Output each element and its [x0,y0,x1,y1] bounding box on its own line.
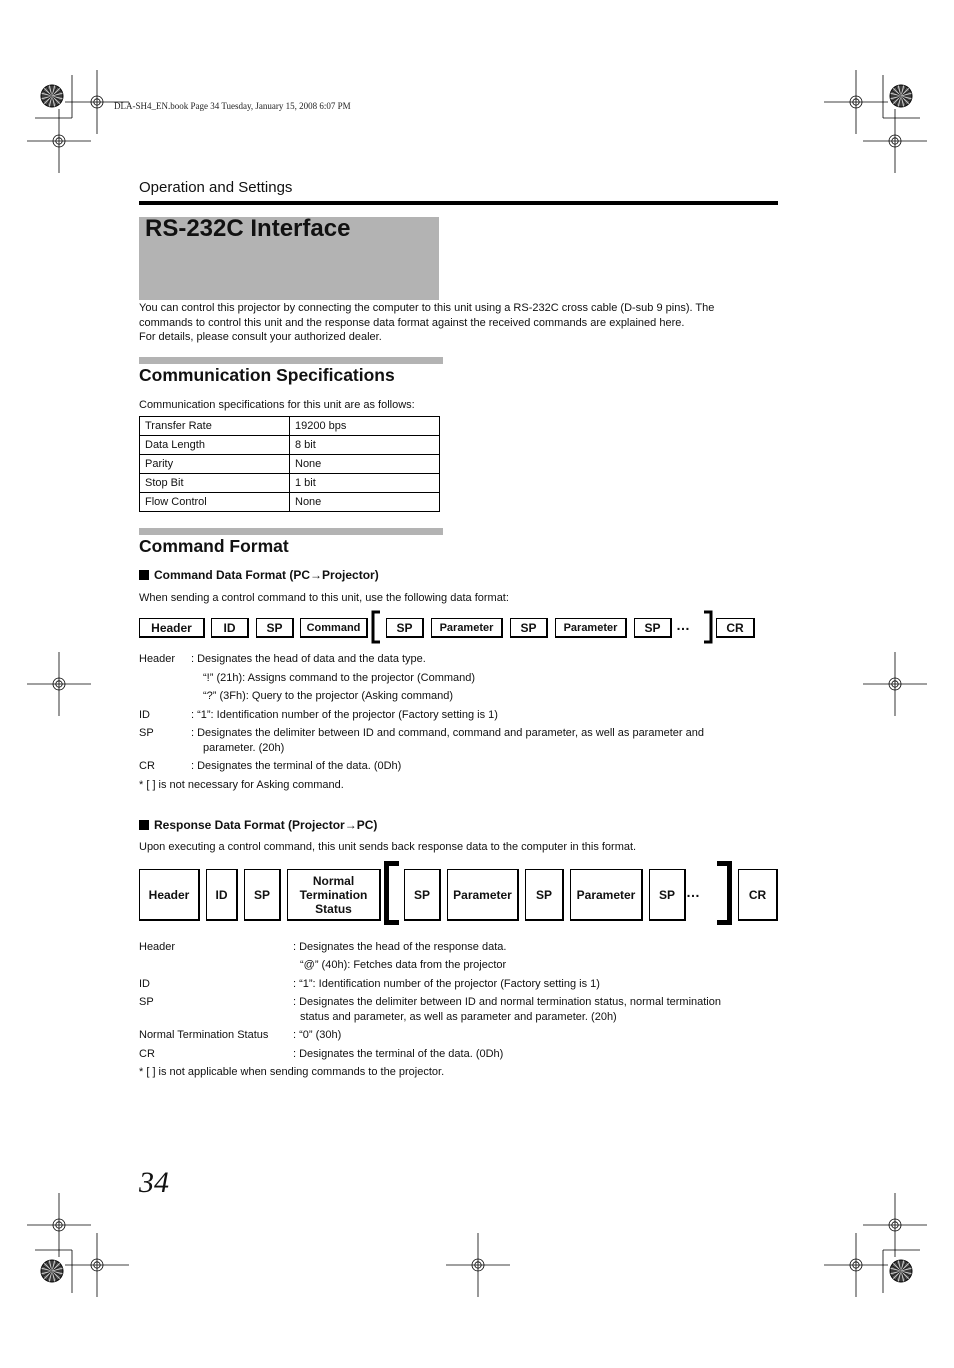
def-term: CR [139,1048,155,1060]
resp-note: * [ ] is not applicable when sending commands to the projector. [139,1066,445,1078]
cmd-format-intro: When sending a control command to this unit, use the following data format: [139,592,509,604]
format-box-parameter: Parameter [570,869,643,921]
registration-mark [27,1193,91,1257]
command-format-heading: Command Format [139,536,289,556]
section-header: Operation and Settings [139,179,293,196]
status-line: Status [315,901,352,916]
format-box-sp: SP [386,618,424,638]
header-rule [139,201,778,205]
format-box-id: ID [211,618,249,638]
def-text: status and parameter, as well as parameter and parameter. (20h) [300,1011,617,1023]
spec-value: None [290,455,440,474]
format-box-command: Command [300,618,368,638]
registration-mark [65,1233,129,1297]
intro-line: You can control this projector by connecting the computer to this unit using a RS-232C cross cable (D-sub 9 pins). The [139,302,715,314]
close-bracket-icon [702,610,714,644]
spec-value: 8 bit [290,436,440,455]
def-text: “?” (3Fh): Query to the projector (Asking command) [203,690,454,702]
def-text: : “1”: Identification number of the projector (Factory setting is 1) [293,978,600,990]
registration-target [890,85,912,107]
spec-label: Stop Bit [140,474,290,493]
spec-label: Parity [140,455,290,474]
def-text: “@” (40h): Fetches data from the projector [300,959,507,971]
registration-mark [863,652,927,716]
format-box-sp: SP [525,869,564,921]
registration-mark [863,1193,927,1257]
def-term: CR [139,760,155,772]
table-row [140,474,440,493]
registration-target [41,1260,63,1282]
page-title: RS-232C Interface [145,215,351,242]
format-box-header: Header [139,618,205,638]
table-row [140,493,440,512]
open-bracket-icon [370,610,382,644]
status-line: Termination [299,887,368,902]
format-box-sp: SP [634,618,672,638]
format-box-sp: SP [256,618,294,638]
spec-label: Data Length [140,436,290,455]
registration-target [41,85,63,107]
open-bracket-icon [382,861,402,925]
registration-mark [824,1233,888,1297]
print-info: DLA-SH4_EN.book Page 34 Tuesday, January 15, 2008 6:07 PM [114,101,351,111]
resp-format-subheading [139,818,377,832]
registration-mark [27,109,91,173]
def-term: Header [139,941,176,953]
cmd-format-subheading [139,568,379,582]
square-bullet-icon [139,570,149,580]
resp-format-intro: Upon executing a control command, this unit sends back response data to the computer in this format. [139,841,637,853]
format-box-normal-termination-status [287,869,381,921]
spec-label: Transfer Rate [140,417,290,436]
intro-line: commands to control this unit and the response data format against the received commands are explained here. [139,316,685,329]
registration-mark [863,109,927,173]
def-term: ID [139,978,150,990]
registration-mark [27,652,91,716]
cmd-format-subheading-text: Command Data Format (PC→Projector) [154,568,379,582]
def-text: “!” (21h): Assigns command to the projector (Command) [203,672,476,684]
table-row [140,455,440,474]
format-box-sp: SP [649,869,686,921]
close-bracket-icon [714,861,734,925]
format-box-sp: SP [404,869,441,921]
format-box-parameter: Parameter [431,618,503,638]
cmd-definitions [139,652,779,782]
def-text: : “0” (30h) [293,1029,342,1041]
def-term: SP [139,996,154,1008]
def-text: : Designates the terminal of the data. (0Dh) [293,1048,504,1060]
def-text: parameter. (20h) [203,742,285,754]
ellipsis: … [686,884,701,900]
registration-mark [446,1233,510,1297]
table-row [140,417,440,436]
square-bullet-icon [139,820,149,830]
ellipsis: … [676,617,691,633]
spec-value: None [290,493,440,512]
intro-paragraph [139,301,779,345]
page-number: 34 [139,1166,169,1199]
resp-format-subheading-text: Response Data Format (Projector→PC) [154,818,378,832]
format-box-id: ID [206,869,238,921]
intro-line: For details, please consult your authorized dealer. [139,331,382,343]
def-text: : Designates the delimiter between ID and command, command and parameter, as well as parameter and [191,727,704,739]
section-bar [139,357,443,364]
cmd-note: * [ ] is not necessary for Asking command. [139,779,344,791]
comm-spec-heading: Communication Specifications [139,365,395,385]
resp-definitions [139,940,779,1070]
format-box-parameter: Parameter [447,869,519,921]
section-bar [139,528,443,535]
registration-mark [824,70,888,134]
format-box-cr: CR [716,618,755,638]
def-term: SP [139,727,154,739]
def-text: : Designates the delimiter between ID and normal termination status, normal termination [293,996,721,1008]
spec-label: Flow Control [140,493,290,512]
def-text: : Designates the head of data and the data type. [191,653,426,665]
spec-value: 1 bit [290,474,440,493]
spec-value: 19200 bps [290,417,440,436]
format-box-header: Header [139,869,200,921]
format-box-sp: SP [510,618,548,638]
comm-spec-table [139,416,440,512]
def-term: ID [139,709,150,721]
format-box-parameter: Parameter [555,618,627,638]
format-box-sp: SP [244,869,281,921]
def-text: : “1”: Identification number of the projector (Factory setting is 1) [191,709,498,721]
format-box-cr: CR [738,869,778,921]
def-term: Normal Termination Status [139,1029,269,1041]
comm-spec-intro: Communication specifications for this unit are as follows: [139,399,415,411]
registration-target [890,1260,912,1282]
def-term: Header [139,653,176,665]
status-line: Normal [312,873,355,888]
def-text: : Designates the head of the response data. [293,941,507,953]
table-row [140,436,440,455]
def-text: : Designates the terminal of the data. (0Dh) [191,760,402,772]
